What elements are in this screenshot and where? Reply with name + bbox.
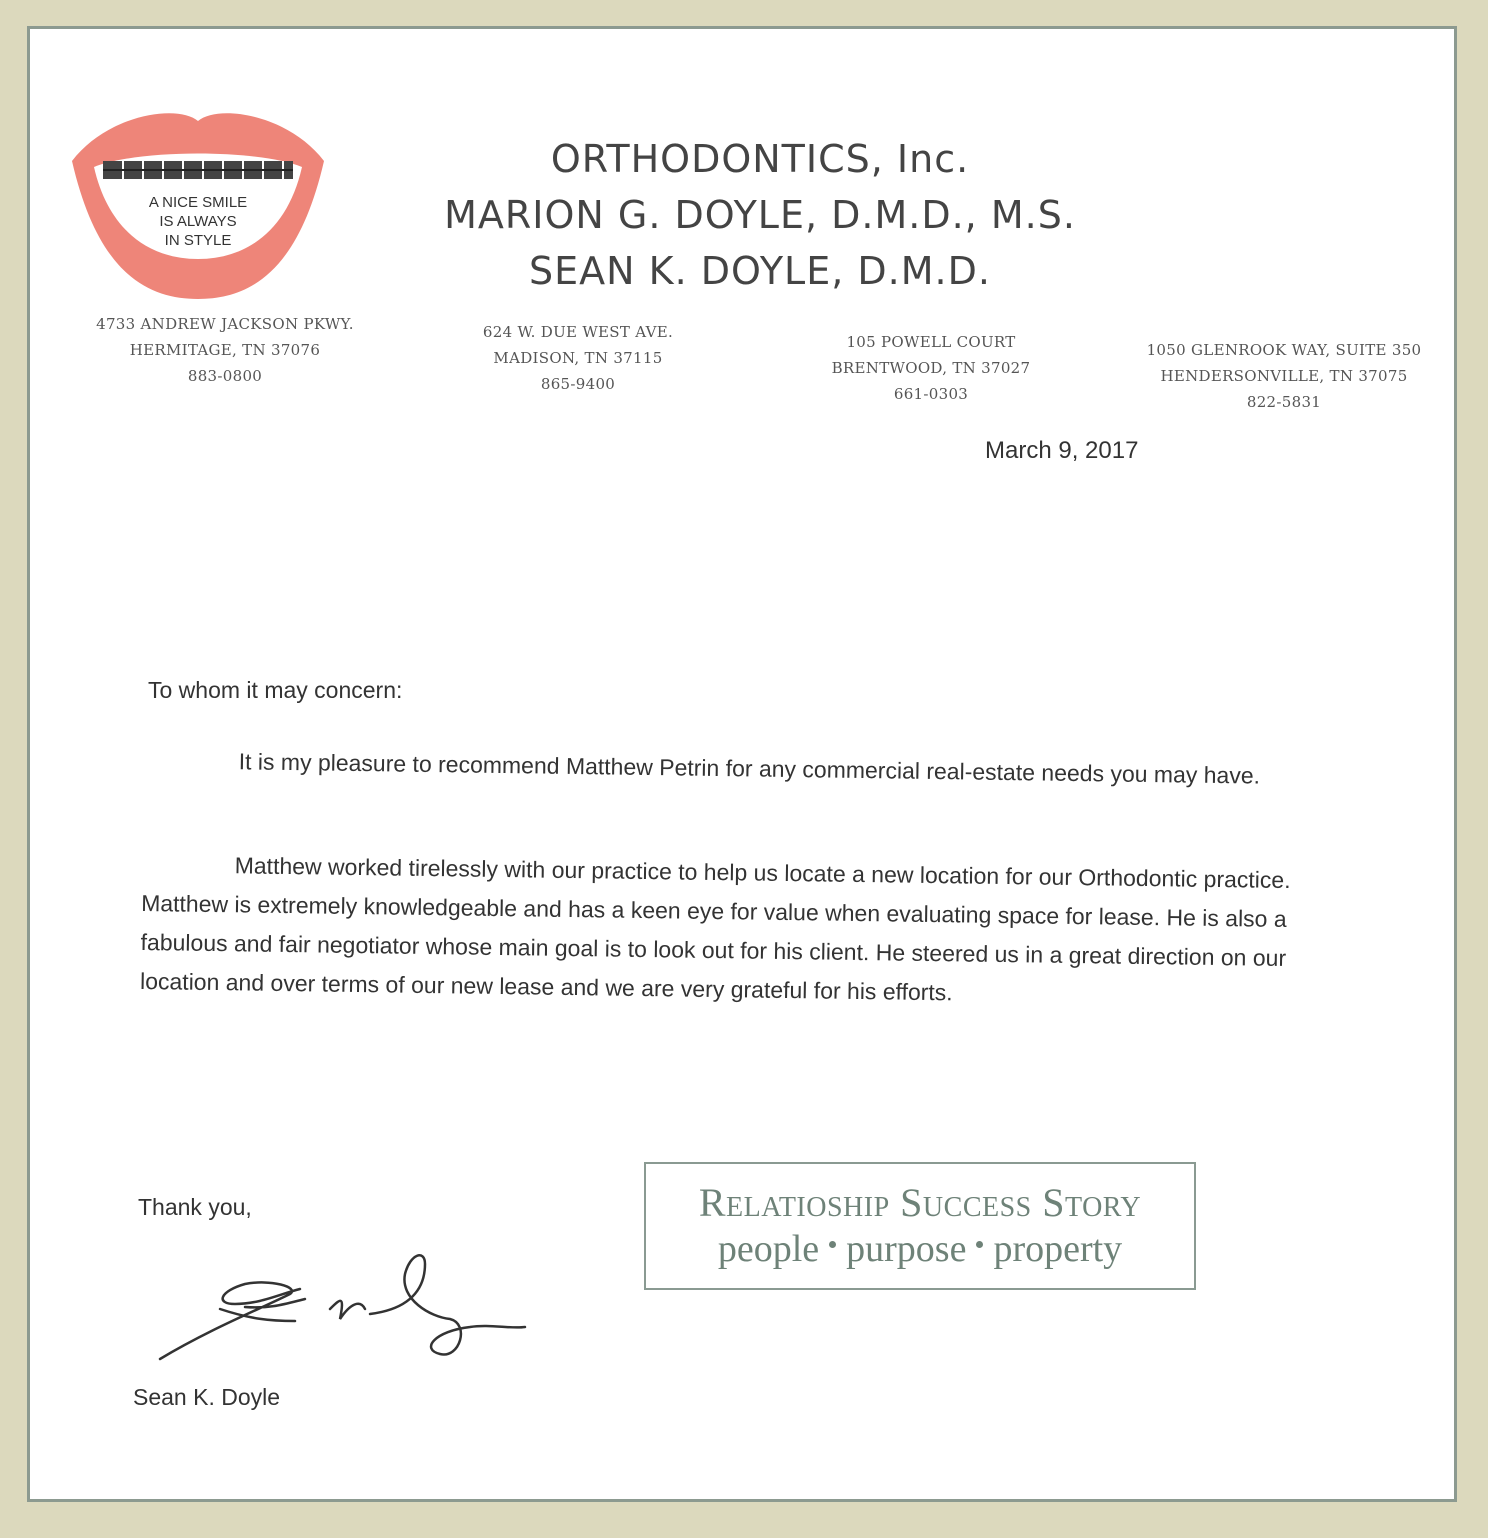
office-street: 624 W. DUE WEST AVE.: [482, 323, 674, 341]
indent: [146, 768, 239, 769]
badge-title: Relatioship Success Story: [698, 1180, 1142, 1225]
doctor-name-2: SEAN K. DOYLE, D.M.D.: [529, 249, 991, 293]
office-phone: 883-0800: [187, 367, 263, 385]
letter-page: [27, 26, 1457, 1502]
logo-text-2: IS ALWAYS: [159, 213, 237, 230]
indent: [142, 872, 235, 873]
office-hermitage: [55, 311, 395, 389]
smile-logo: [68, 109, 328, 304]
practice-name: ORTHODONTICS, Inc.: [550, 137, 970, 181]
office-city: HERMITAGE, TN 37076: [129, 341, 321, 359]
office-hendersonville: [1114, 337, 1454, 415]
paragraph-1-text: It is my pleasure to recommend Matthew Petrin for any commercial real-estate needs you may have.: [238, 748, 1261, 789]
success-story-badge: [644, 1162, 1196, 1290]
office-street: 4733 ANDREW JACKSON PKWY.: [96, 315, 354, 333]
bullet-icon: [829, 1241, 836, 1248]
paragraph-2-text: Matthew worked tirelessly with our practice to help us locate a new location for our Orthodontic practice. Matthew is extremely knowledgeable and has a keen eye for value when evaluating space for lease. He is also a fabulous and fair negotiator whose main goal is to look out for his client. He steered us in a great direction on our location and over terms of our new lease and we are very grateful for his efforts.: [139, 852, 1291, 1006]
salutation: To whom it may concern:: [148, 677, 403, 703]
letter-date: March 9, 2017: [985, 437, 1139, 464]
office-street: 1050 GLENROOK WAY, SUITE 350: [1146, 341, 1422, 359]
office-street: 105 POWELL COURT: [846, 333, 1016, 351]
office-madison: [408, 319, 748, 397]
closing: Thank you,: [138, 1194, 252, 1220]
signature-image: [150, 1249, 530, 1389]
logo-text-1: A NICE SMILE: [148, 194, 248, 211]
paragraph-1: [145, 741, 1345, 797]
office-brentwood: [761, 329, 1101, 407]
signer-name: Sean K. Doyle: [133, 1384, 281, 1410]
doctor-name-1: MARION G. DOYLE, D.M.D., M.S.: [444, 193, 1076, 237]
office-phone: 822-5831: [1246, 393, 1322, 411]
badge-word-purpose: purpose: [846, 1228, 967, 1270]
office-phone: 865-9400: [540, 375, 616, 393]
badge-subtitle: [646, 1226, 1194, 1272]
badge-word-property: property: [993, 1228, 1123, 1270]
paragraph-2: [140, 845, 1342, 1018]
logo-text-3: IN STYLE: [164, 232, 232, 249]
office-city: BRENTWOOD, TN 37027: [831, 359, 1031, 377]
badge-word-people: people: [717, 1228, 820, 1270]
bullet-icon: [976, 1241, 983, 1248]
office-city: MADISON, TN 37115: [493, 349, 663, 367]
office-phone: 661-0303: [893, 385, 969, 403]
office-city: HENDERSONVILLE, TN 37075: [1160, 367, 1408, 385]
